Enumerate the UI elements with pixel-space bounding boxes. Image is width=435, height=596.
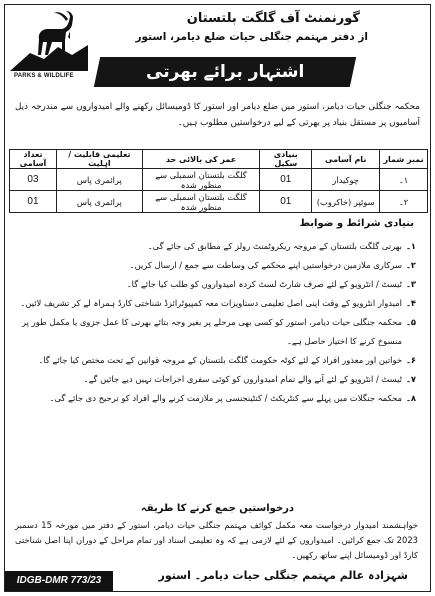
rule-number: ۱۔ bbox=[405, 241, 416, 251]
table-row bbox=[10, 191, 428, 213]
list-item bbox=[15, 294, 416, 313]
rule-number: ۵۔ bbox=[405, 317, 416, 327]
cell-post: سوئپر (خاکروب) bbox=[312, 191, 380, 213]
list-item bbox=[15, 313, 416, 351]
col-post-count: تعداد آسامی bbox=[10, 150, 57, 169]
rule-number: ۳۔ bbox=[405, 279, 416, 289]
rule-number: ۶۔ bbox=[405, 355, 416, 365]
cell-serial: ۲۔ bbox=[380, 191, 428, 213]
recruitment-banner bbox=[94, 57, 356, 87]
rule-text: سرکاری ملازمین درخواستیں اپنے محکمے کی وساطت سے جمع / ارسال کریں۔ bbox=[129, 260, 402, 270]
rule-text: امیدوار انٹرویو کے وقت اپنی اصل تعلیمی دستاویزات معہ کمپیوٹرائزڈ شناختی کارڈ ہمراہ لے کر تشریف لائیں۔ bbox=[20, 298, 402, 308]
rule-text: محکمہ جنگلات میں پہلے سے کنٹریکٹ / کنٹینجنسی پر ملازمت کرنے والے افراد کو ترجیح دی جائے گی۔ bbox=[49, 393, 402, 403]
col-basic-scale: بنیادی سکیل bbox=[260, 150, 312, 169]
list-item bbox=[15, 237, 416, 256]
rule-number: ۷۔ bbox=[405, 374, 416, 384]
list-item bbox=[15, 370, 416, 389]
list-item bbox=[15, 351, 416, 370]
cell-scale: 01 bbox=[260, 191, 312, 213]
cell-qualification: پرائمری پاس bbox=[56, 191, 142, 213]
office-line: از دفتر مہتمم جنگلی حیات ضلع دیامر، استور bbox=[135, 31, 368, 43]
col-age-limit: عمر کی بالائی حد bbox=[142, 150, 260, 169]
rule-text: محکمہ جنگلی حیات دیامر، استور کو کسی بھی مرحلے پر بغیر وجہ بتائے بھرتی کا عمل جزوی یا مکمل طور پر منسوخ کرنے کا اختیار حاصل ہے۔ bbox=[22, 317, 402, 346]
posts-table bbox=[9, 149, 428, 213]
application-title: درخواستیں جمع کرنے کا طریقہ bbox=[140, 503, 295, 514]
cell-scale: 01 bbox=[260, 169, 312, 191]
signature-line: شہزادہ عالم مہتمم جنگلی حیات دیامر۔ استور bbox=[158, 569, 408, 582]
list-item bbox=[15, 256, 416, 275]
cell-post: چوکیدار bbox=[312, 169, 380, 191]
col-serial: نمبر شمار bbox=[380, 150, 428, 169]
application-text: خواہشمند امیدوار درخواست معہ مکمل کوائف مہتمم جنگلی حیات دیامر، استور کے دفتر میں مورخہ 15 دسمبر 2023 تک جمع کرائیں۔ امیدواروں کے لئے لازمی ہے کہ وہ تعلیمی اسناد اور تمام مراحل کے دوران اپنا اصل شناختی کارڈ اور ڈومیسائل اپنے ساتھ رکھیں۔ bbox=[15, 520, 418, 560]
cell-age-limit: گلگت بلتستان اسمبلی سے منظور شدہ bbox=[142, 169, 260, 191]
table-header-row bbox=[10, 150, 428, 169]
rule-number: ۲۔ bbox=[405, 260, 416, 270]
rule-text: بھرتی گلگت بلتستان کے مروجہ ریکروٹمنٹ رولز کے مطابق کی جائے گی۔ bbox=[147, 241, 402, 251]
reference-code-badge: IDGB-DMR 773/23 bbox=[5, 571, 113, 591]
cell-serial: ۱۔ bbox=[380, 169, 428, 191]
rule-text: ٹیسٹ / انٹرویو کے لئے صرف شارٹ لسٹ کردہ امیدواروں کو طلب کیا جائے گا۔ bbox=[126, 279, 402, 289]
list-item bbox=[15, 389, 416, 408]
advertisement-page bbox=[4, 4, 431, 592]
intro-paragraph: محکمہ جنگلی حیات دیامر، استور میں ضلع دیامر اور استور کا ڈومیسائل رکھنے والے امیدواروں سے مندرجہ ذیل آسامیوں پر مستقل بنیاد پر بھرتی کے لیے درخواستیں مطلوب ہیں۔ bbox=[15, 102, 420, 128]
cell-age-limit: گلگت بلتستان اسمبلی سے منظور شدہ bbox=[142, 191, 260, 213]
rules-list bbox=[15, 237, 416, 408]
cell-count: 03 bbox=[10, 169, 57, 191]
col-qualification: تعلیمی قابلیت / اہلیت bbox=[56, 150, 142, 169]
table-row bbox=[10, 169, 428, 191]
rule-text: خواتین اور معذور افراد کے لئے کوٹہ حکومت گلگت بلتستان کے مروجہ قوانین کے تحت مختص کیا جائے گا۔ bbox=[38, 355, 402, 365]
logo-caption: PARKS & WILDLIFE bbox=[14, 73, 74, 79]
list-item bbox=[15, 275, 416, 294]
rule-number: ۴۔ bbox=[405, 298, 416, 308]
col-post-name: نام آسامی bbox=[312, 150, 380, 169]
rule-text: ٹیسٹ / انٹرویو کے لئے آنے والے تمام امیدواروں کو کوئی سفری اخراجات نہیں دیے جائیں گے۔ bbox=[83, 374, 402, 384]
government-title: گورنمنٹ آف گلگت بلتستان bbox=[186, 11, 360, 26]
rules-title: بنیادی شرائط و ضوابط bbox=[299, 218, 414, 229]
banner-text: اشتہار برائے بھرتی bbox=[145, 62, 305, 82]
cell-qualification: پرائمری پاس bbox=[56, 169, 142, 191]
parks-wildlife-logo bbox=[8, 9, 90, 87]
header bbox=[5, 5, 430, 91]
markhor-icon bbox=[8, 9, 90, 73]
rule-number: ۸۔ bbox=[405, 393, 416, 403]
cell-count: 01 bbox=[10, 191, 57, 213]
